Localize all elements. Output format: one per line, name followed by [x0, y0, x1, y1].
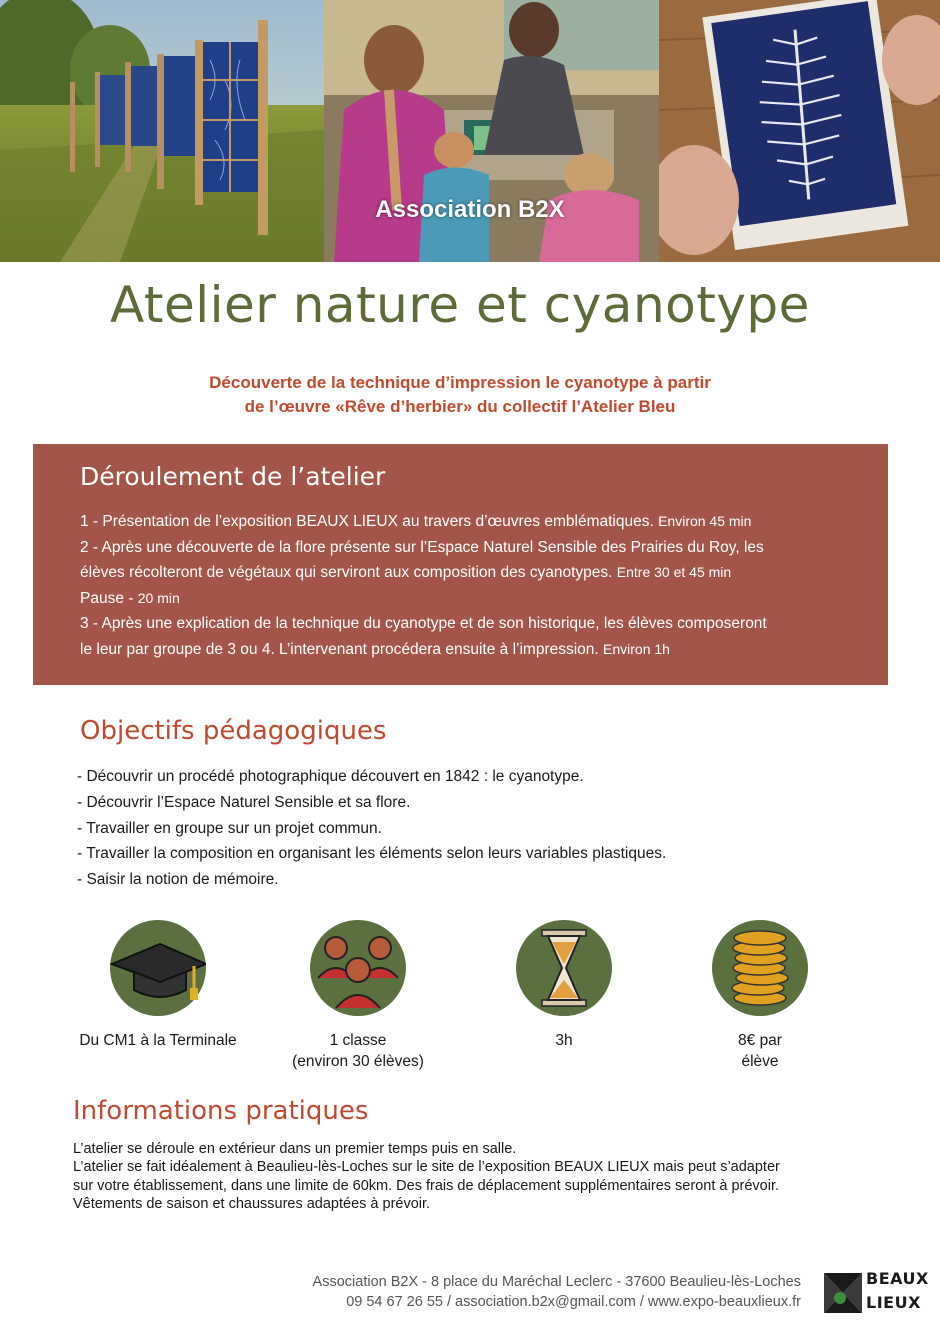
step-2-line-2: [80, 560, 870, 586]
objectifs-title: Objectifs pédagogiques: [80, 716, 387, 746]
subtitle-line-1: Découverte de la technique d’impression le cyanotype à partir: [209, 373, 711, 392]
footer-contact-details: 09 54 67 26 55 / association.b2x@gmail.com / www.expo-beauxlieux.fr: [346, 1294, 801, 1310]
students-group-icon: [310, 920, 406, 1016]
objectif-item: - Travailler en groupe sur un projet commun.: [77, 819, 382, 837]
info-class-size-line-1: 1 classe: [329, 1032, 387, 1049]
pause-label: Pause -: [80, 589, 134, 607]
info-class-size-line-2: (environ 30 élèves): [292, 1053, 424, 1070]
info-price-line-2: élève: [741, 1053, 779, 1070]
pause-duration: 20 min: [137, 589, 180, 606]
step-1: [80, 509, 870, 535]
step-2-line-1: 2 - Après une découverte de la flore présente sur l’Espace Naturel Sensible des Prairies du Roy, les: [80, 538, 764, 556]
deroulement-steps: [80, 509, 870, 662]
page-title: Atelier nature et cyanotype: [110, 276, 810, 334]
info-duration-text: 3h: [555, 1032, 573, 1049]
association-overlay-label: Association B2X: [375, 196, 565, 223]
informations-title: Informations pratiques: [73, 1096, 369, 1126]
info-class-size-label: [258, 1030, 458, 1072]
step-2-text: élèves récolteront de végétaux qui serviront aux composition des cyanotypes.: [80, 564, 613, 581]
beaux-lieux-logo: [820, 1265, 928, 1320]
subtitle-line-2: de l’œuvre «Rêve d’herbier» du collectif l’Atelier Bleu: [244, 397, 676, 416]
graduation-cap-icon: [110, 920, 206, 1016]
info-line: sur votre établissement, dans une limite de 60km. Des frais de déplacement supplémentaires seront à prévoir.: [73, 1177, 780, 1194]
info-line: L’atelier se déroule en extérieur dans un premier temps puis en salle.: [73, 1141, 517, 1157]
step-1-duration: Environ 45 min: [658, 513, 752, 529]
info-line: Vêtements de saison et chaussures adaptées à prévoir.: [73, 1196, 431, 1213]
info-price: [660, 920, 860, 1072]
hourglass-icon: [516, 920, 612, 1016]
info-duration-label: [464, 1030, 664, 1051]
step-2-duration: Entre 30 et 45 min: [616, 564, 732, 580]
objectif-item: - Découvrir l’Espace Naturel Sensible et sa flore.: [77, 793, 411, 811]
info-level-label: [58, 1030, 258, 1051]
subtitle: [0, 371, 920, 419]
step-1-text: 1 - Présentation de l’exposition BEAUX LIEUX au travers d’œuvres emblématiques.: [80, 513, 654, 530]
footer-address: Association B2X - 8 place du Maréchal Leclerc - 37600 Beaulieu-lès-Loches: [312, 1274, 801, 1290]
objectifs-list: [77, 764, 666, 893]
info-duration: [464, 920, 664, 1051]
info-level-text: Du CM1 à la Terminale: [79, 1032, 237, 1049]
step-3-line-2: [80, 637, 870, 663]
info-price-label: [660, 1030, 860, 1072]
info-line: L’atelier se fait idéalement à Beaulieu-lès-Loches sur le site de l’exposition BEAUX LIEUX mais peut s’adapter: [73, 1159, 780, 1176]
objectif-item: - Travailler la composition en organisant les éléments selon leurs variables plastiques.: [77, 845, 667, 863]
objectif-item: - Découvrir un procédé photographique découvert en 1842 : le cyanotype.: [77, 768, 584, 785]
header-photo-strip: [0, 0, 940, 262]
logo-text-line-2: LIEUX: [866, 1293, 921, 1312]
pause-line: [80, 586, 870, 612]
informations-text: [73, 1140, 863, 1214]
deroulement-box: [33, 444, 888, 685]
info-class-size: [258, 920, 458, 1072]
logo-mark-icon: [820, 1265, 866, 1320]
step-3-line-1: 3 - Après une explication de la technique du cyanotype et de son historique, les élèves composeront: [80, 615, 767, 632]
logo-text-line-1: BEAUX: [866, 1269, 929, 1288]
objectif-item: - Saisir la notion de mémoire.: [77, 871, 279, 889]
info-price-line-1: 8€ par: [738, 1032, 782, 1049]
footer-contact: [313, 1272, 801, 1312]
info-level: [58, 920, 258, 1051]
coins-icon: [712, 920, 808, 1016]
step-3-duration: Environ 1h: [603, 640, 670, 657]
deroulement-title: Déroulement de l’atelier: [80, 462, 386, 491]
step-3-text: le leur par groupe de 3 ou 4. L’intervenant procédera ensuite à l’impression.: [80, 640, 599, 658]
